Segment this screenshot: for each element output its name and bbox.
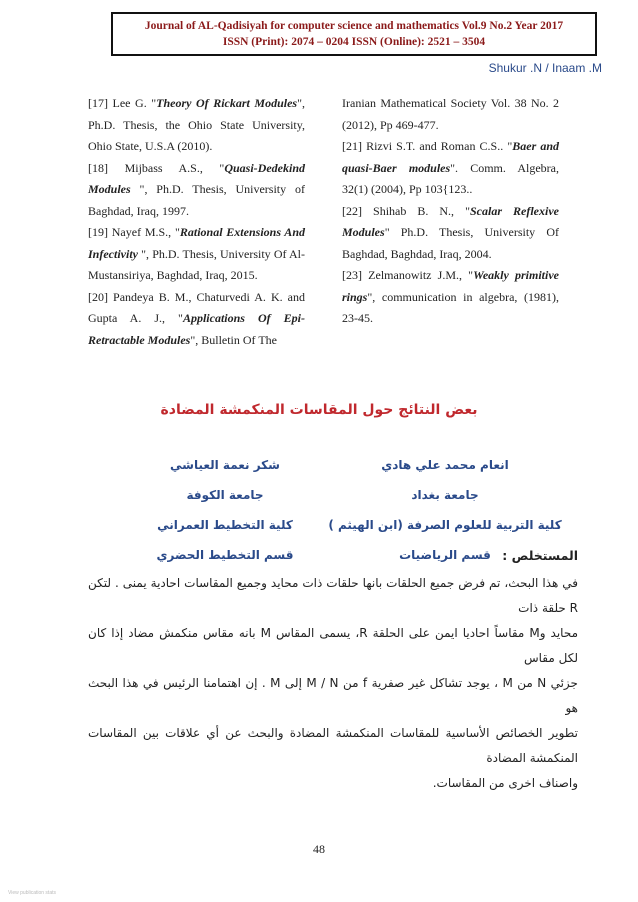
abstract-heading: المستخلص : (502, 548, 578, 563)
author-affiliation-left (120, 450, 330, 570)
abstract-line: محايد وM مقاساً احاديا ايمن على الحلقة R، يسمى المقاس M بانه مقاس منكمش مضاد إذا كان لكل مقاس (88, 626, 578, 665)
view-publication-stats-link[interactable]: View publication stats (8, 890, 56, 896)
university: جامعة بغداد (411, 488, 479, 502)
university: جامعة الكوفة (186, 488, 264, 502)
college: كلية التخطيط العمراني (157, 518, 293, 532)
reference-item: [20] Pandeya B. M., Chaturvedi A. K. and Gupta A. J., "Applications Of Epi-Retractable Modules", Bulletin Of The (88, 289, 305, 347)
abstract-line: جزئي N من M ، يوجد تشاكل غير صفرية f من M / N إلى M . إن اهتمامنا الرئيس في هذا البحث هو (88, 676, 578, 715)
college: كلية التربية للعلوم الصرفة (ابن الهيثم ) (328, 518, 562, 532)
journal-header-line1: Journal of AL-Qadisiyah for computer science and mathematics Vol.9 No.2 Year 2017 (144, 20, 564, 32)
abstract-line: واصناف اخرى من المقاسات. (432, 776, 578, 790)
department: قسم الرياضيات (399, 548, 491, 562)
page-number: 48 (313, 842, 325, 856)
reference-item: [19] Nayef M.S., "Rational Extensions And Infectivity ", Ph.D. Thesis, University Of Al-Mustansiriya, Baghdad, Iraq, 2015. (88, 225, 305, 282)
journal-header (111, 12, 597, 56)
reference-item: [22] Shihab B. N., "Scalar Reflexive Modules" Ph.D. Thesis, University Of Baghdad, Baghdad, Iraq, 2004. (342, 203, 559, 261)
reference-item: Iranian Mathematical Society Vol. 38 No. 2 (2012), Pp 469-477. (342, 96, 559, 132)
references-right-column (342, 93, 559, 330)
reference-item: [18] Mijbass A.S., "Quasi-Dedekind Modules ", Ph.D. Thesis, University of Baghdad, Iraq, 1997. (88, 160, 305, 218)
author-name: انعام محمد علي هادي (381, 458, 509, 472)
abstract-line: تطوير الخصائص الأساسية للمقاسات المنكمشة المضادة والبحث عن أي علاقات بين المقاسات المنكمشة المضادة (88, 726, 578, 765)
department: قسم التخطيط الحضري (156, 548, 294, 562)
journal-header-line2: ISSN (Print): 2074 – 0204 ISSN (Online): 2521 – 3504 (222, 36, 486, 48)
author-name: شكر نعمة العياشي (170, 458, 280, 472)
arabic-paper-title: بعض النتائج حول المقاسات المنكمشة المضادة (160, 402, 478, 418)
author-tag: Shukur .N / Inaam .M (488, 61, 602, 75)
reference-item: [17] Lee G. "Theory Of Rickart Modules", Ph.D. Thesis, the Ohio State University, Ohio State, U.S.A (2010). (88, 96, 305, 153)
abstract-line: في هذا البحث، تم فرض جميع الحلقات بانها حلقات ذات محايد وجميع المقاسات احادية يمنى . لتكن R حلقة ذات (88, 576, 578, 615)
reference-item: [23] Zelmanowitz J.M., "Weakly primitive rings", communication in algebra, (1981), 23-45. (342, 268, 559, 325)
abstract-body (88, 571, 578, 796)
references-left-column (88, 93, 305, 351)
reference-item: [21] Rizvi S.T. and Roman C.S.. "Baer and quasi-Baer modules". Comm. Algebra, 32(1) (2004), Pp 103{123.. (342, 139, 559, 196)
